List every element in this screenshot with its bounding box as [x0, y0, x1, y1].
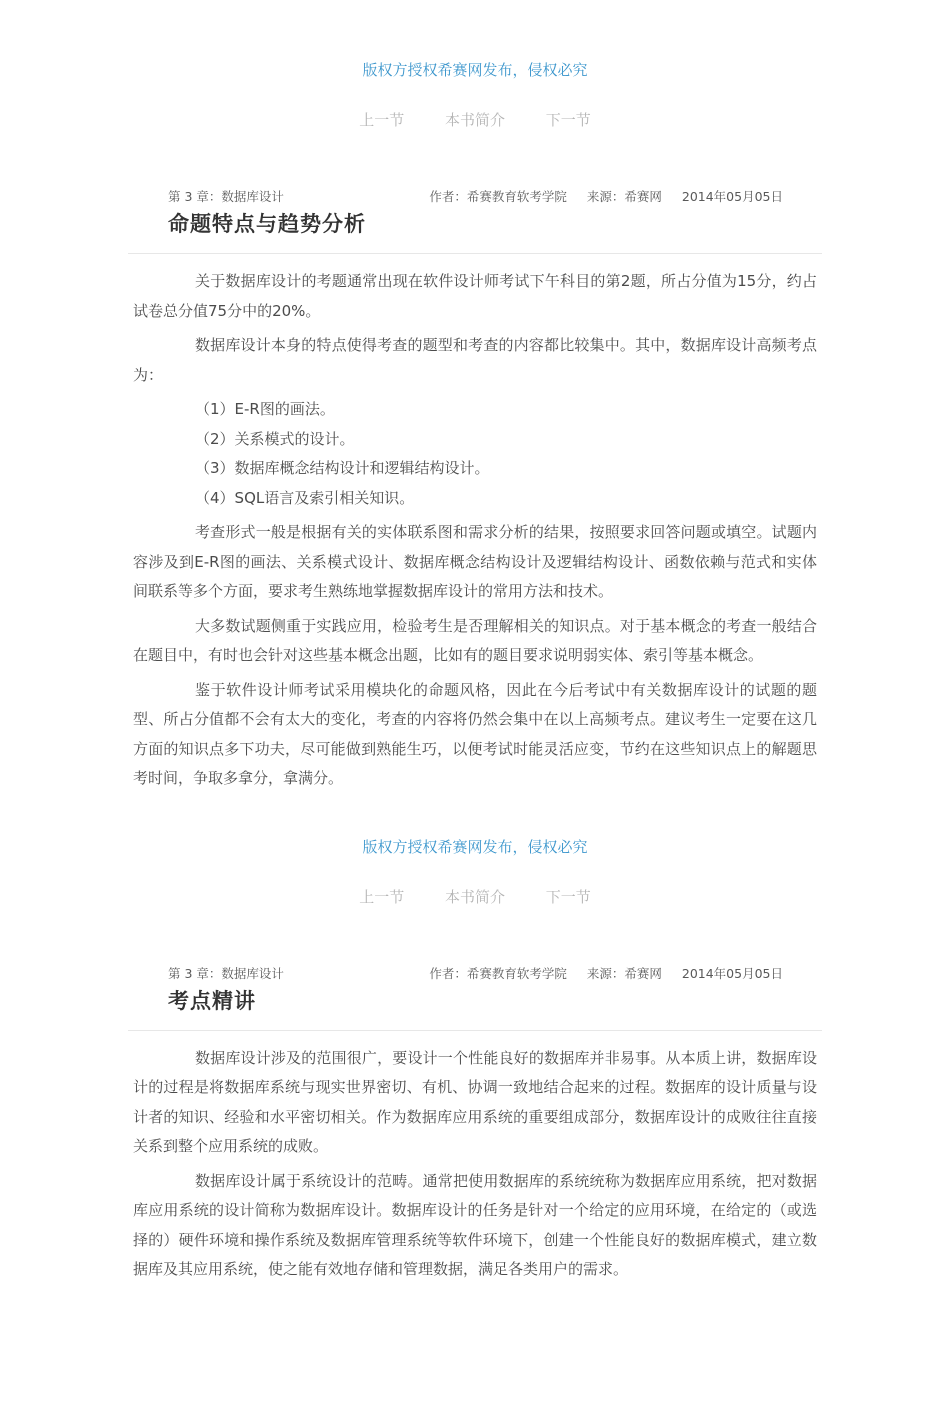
section-header — [168, 190, 783, 235]
prev-section-link[interactable]: 上一节 — [359, 887, 405, 906]
article-body — [133, 267, 817, 794]
list-item: （2）关系模式的设计。 — [195, 429, 355, 448]
paragraph: 考查形式一般是根据有关的实体联系图和需求分析的结果，按照要求回答问题或填空。试题内容涉及到E-R图的画法、关系模式设计、数据库概念结构设计及逻辑结构设计、函数依赖与范式和实体间联系等多个方面，要求考生熟练地掌握数据库设计的常用方法和技术。 — [133, 523, 817, 600]
source-label: 来源：希赛网 — [586, 965, 662, 981]
next-section-link[interactable]: 下一节 — [545, 111, 591, 129]
copyright-notice[interactable]: 版权方授权希赛网发布，侵权必究 — [362, 61, 588, 79]
article-section-1 — [0, 63, 950, 794]
list-item: （4）SQL语言及索引相关知识。 — [195, 488, 415, 507]
article-meta — [413, 967, 783, 980]
author-label: 作者：希赛教育软考学院 — [429, 965, 567, 981]
section-title: 命题特点与趋势分析 — [168, 212, 366, 236]
next-section-link[interactable]: 下一节 — [545, 887, 591, 906]
source-label: 来源：希赛网 — [586, 189, 662, 204]
section-title: 考点精讲 — [168, 988, 256, 1013]
book-intro-link[interactable]: 本书简介 — [444, 887, 505, 906]
article-body — [133, 1044, 817, 1285]
pager-nav — [0, 113, 950, 128]
paragraph: 鉴于软件设计师考试采用模块化的命题风格，因此在今后考试中有关数据库设计的试题的题型、所占分值都不会有太大的变化，考查的内容将仍然会集中在以上高频考点。建议考生一定要在这几方面的知识点多下功夫，尽可能做到熟能生巧，以便考试时能灵活应变，节约在这些知识点上的解题思考时间，争取多拿分，拿满分。 — [133, 680, 817, 787]
paragraph: 数据库设计属于系统设计的范畴。通常把使用数据库的系统统称为数据库应用系统，把对数据库应用系统的设计简称为数据库设计。数据库设计的任务是针对一个给定的应用环境，在给定的（或选择的）硬件环境和操作系统及数据库管理系统等软件环境下，创建一个性能良好的数据库模式，建立数据库及其应用系统，使之能有效地存储和管理数据，满足各类用户的需求。 — [133, 1171, 817, 1278]
article-meta — [413, 190, 783, 203]
book-intro-link[interactable]: 本书简介 — [444, 111, 505, 129]
section-header — [168, 967, 783, 1012]
article-section-2 — [0, 837, 950, 1285]
author-label: 作者：希赛教育软考学院 — [429, 189, 567, 204]
prev-section-link[interactable]: 上一节 — [359, 111, 405, 129]
list-item: （1）E-R图的画法。 — [195, 400, 335, 418]
pager-nav — [0, 887, 950, 906]
date-label: 2014年05月05日 — [681, 965, 783, 981]
copyright-notice[interactable]: 版权方授权希赛网发布，侵权必究 — [362, 837, 588, 856]
chapter-label: 第 3 章：数据库设计 — [168, 189, 284, 204]
section-divider — [128, 253, 822, 254]
date-label: 2014年05月05日 — [681, 189, 783, 204]
section-divider — [128, 1030, 822, 1031]
list-item: （3）数据库概念结构设计和逻辑结构设计。 — [195, 459, 490, 477]
paragraph: 数据库设计涉及的范围很广，要设计一个性能良好的数据库并非易事。从本质上讲，数据库设计的过程是将数据库系统与现实世界密切、有机、协调一致地结合起来的过程。数据库的设计质量与设计者的知识、经验和水平密切相关。作为数据库应用系统的重要组成部分，数据库设计的成败往往直接关系到整个应用系统的成败。 — [133, 1048, 817, 1155]
paragraph: 数据库设计本身的特点使得考查的题型和考查的内容都比较集中。其中，数据库设计高频考点为： — [133, 336, 817, 384]
chapter-label: 第 3 章：数据库设计 — [168, 965, 284, 981]
paragraph: 大多数试题侧重于实践应用，检验考生是否理解相关的知识点。对于基本概念的考查一般结合在题目中，有时也会针对这些基本概念出题，比如有的题目要求说明弱实体、索引等基本概念。 — [133, 616, 817, 664]
paragraph: 关于数据库设计的考题通常出现在软件设计师考试下午科目的第2题，所占分值为15分，约占试卷总分值75分中的20%。 — [133, 272, 817, 320]
